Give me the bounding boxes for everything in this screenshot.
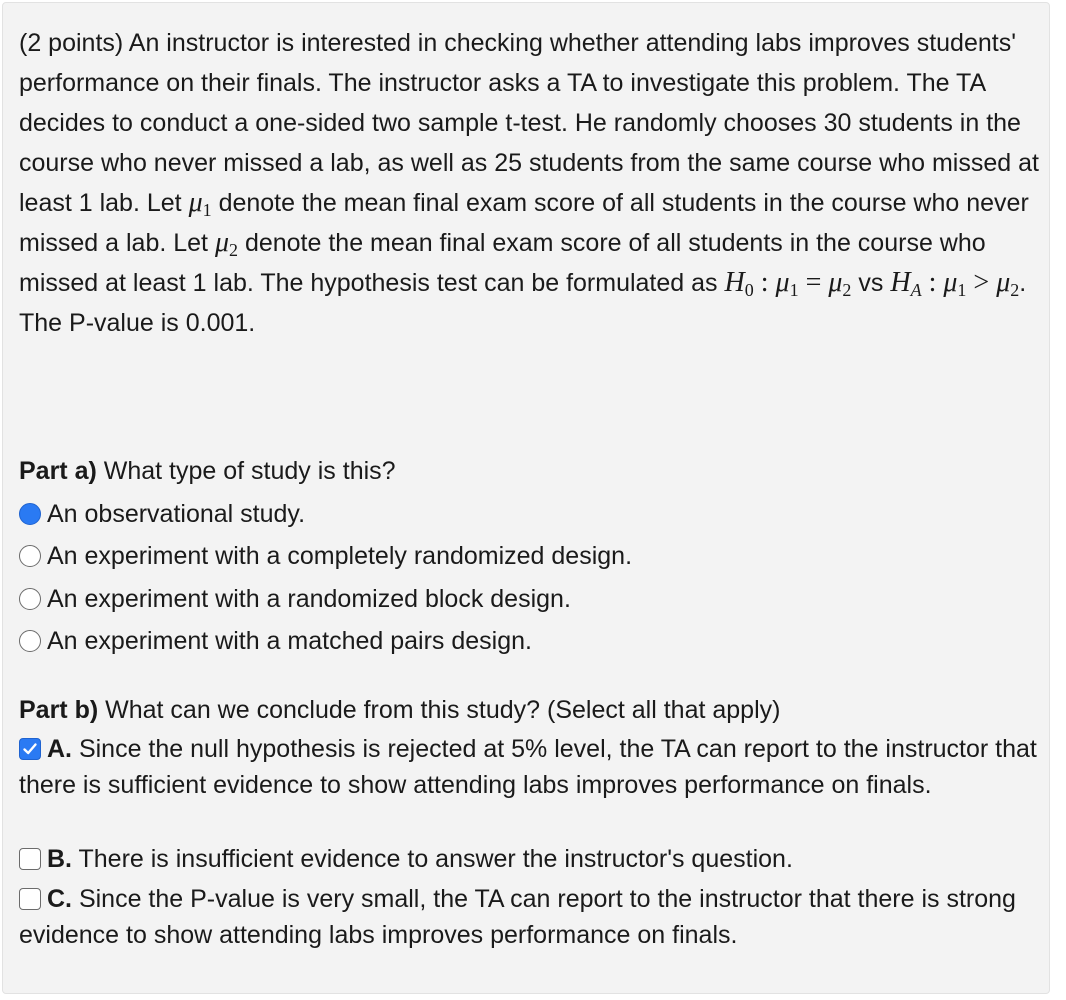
option-label: An experiment with a randomized block design. bbox=[47, 584, 571, 613]
radio-button[interactable] bbox=[19, 588, 41, 610]
option-label: An experiment with a completely randomized design. bbox=[47, 541, 633, 570]
option-text: There is insufficient evidence to answer the instructor's question. bbox=[72, 845, 793, 873]
problem-mid1: denote the mean final exam score of all students in the course who never missed a lab. Let bbox=[19, 189, 1029, 257]
checkbox[interactable] bbox=[19, 848, 41, 870]
radio-button[interactable] bbox=[19, 545, 41, 567]
option-label: An experiment with a matched pairs design. bbox=[47, 626, 532, 655]
question-panel bbox=[2, 2, 1050, 994]
part-a-option-matched-pairs[interactable] bbox=[19, 621, 532, 661]
part-b-label: Part b) bbox=[19, 696, 99, 724]
mu1-symbol: $\mu_1$ bbox=[188, 187, 212, 220]
radio-button-selected[interactable] bbox=[19, 503, 41, 525]
checkbox[interactable] bbox=[19, 888, 41, 910]
option-letter: C. bbox=[47, 885, 72, 913]
checkbox-checked[interactable] bbox=[19, 738, 41, 760]
option-letter: B. bbox=[47, 845, 72, 873]
part-a-option-completely-randomized[interactable] bbox=[19, 536, 632, 576]
option-text: Since the null hypothesis is rejected at 5% level, the TA can report to the instructor that there is sufficient evidence to show attending labs improves performance on finals. bbox=[19, 735, 1037, 799]
part-b-option-c[interactable] bbox=[19, 881, 1039, 953]
null-hypothesis: $H_0$ : $\mu_1 = \mu_2$ bbox=[724, 267, 852, 300]
part-b-option-b[interactable] bbox=[19, 841, 1039, 877]
problem-end: . The P-value is 0.001. bbox=[19, 269, 1027, 337]
part-b-question: Part b) What can we conclude from this study? (Select all that apply) bbox=[19, 696, 781, 724]
option-letter: A. bbox=[47, 735, 72, 763]
problem-statement bbox=[19, 23, 1039, 343]
part-a-option-randomized-block[interactable] bbox=[19, 579, 571, 619]
points-label: (2 points) bbox=[19, 29, 124, 57]
option-label: An observational study. bbox=[47, 499, 306, 528]
problem-intro: An instructor is interested in checking whether attending labs improves students' performance on their finals. The instructor asks a TA to investigate this problem. The TA decides to conduct a one-sided two sample t-test. He randomly chooses 30 students in the course who never missed a lab, as well as 25 students from the same course who missed at least 1 lab. Let bbox=[19, 29, 1039, 217]
part-a-option-observational[interactable] bbox=[19, 494, 305, 534]
option-text: Since the P-value is very small, the TA can report to the instructor that there is strong evidence to show attending labs improves performance on finals. bbox=[19, 885, 1016, 949]
vs-text: vs bbox=[851, 269, 891, 297]
mu2-symbol: $\mu_2$ bbox=[214, 227, 238, 260]
part-a-label: Part a) bbox=[19, 457, 97, 485]
radio-button[interactable] bbox=[19, 630, 41, 652]
part-a-question: Part a) What type of study is this? bbox=[19, 457, 396, 485]
alternative-hypothesis: $H_A$ : $\mu_1 > \mu_2$ bbox=[890, 267, 1020, 300]
part-b-option-a[interactable] bbox=[19, 731, 1039, 803]
problem-mid2: denote the mean final exam score of all students in the course who missed at least 1 lab. The hypothesis test can be formulated as bbox=[19, 229, 986, 297]
checkmark-icon bbox=[22, 741, 38, 757]
